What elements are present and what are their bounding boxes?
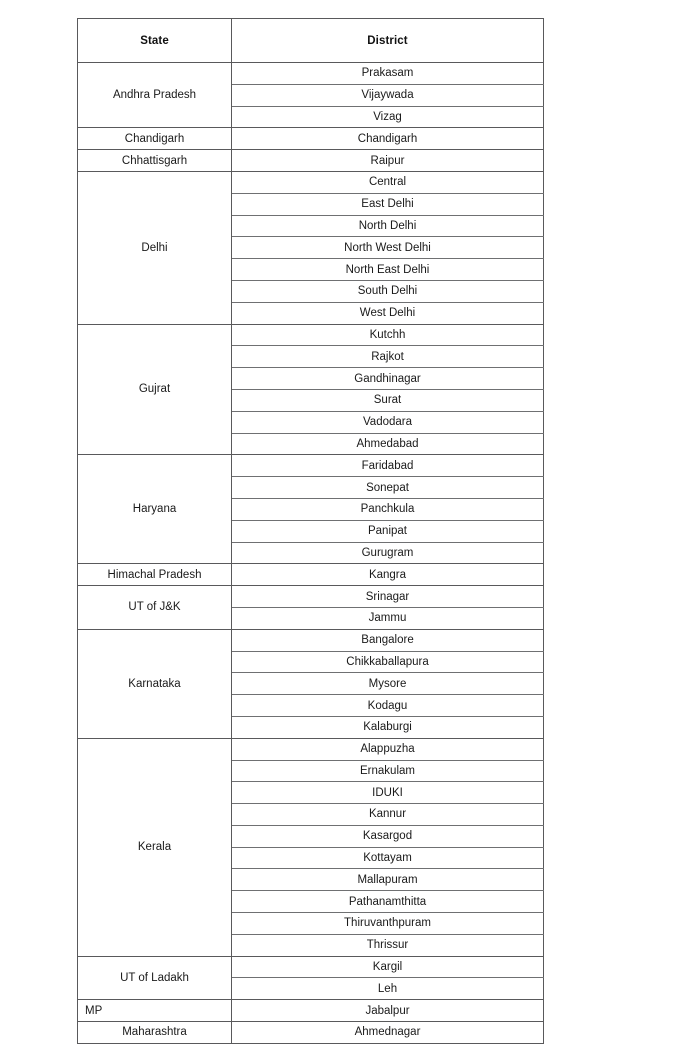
table-row (78, 1022, 544, 1044)
state-cell: Himachal Pradesh (78, 564, 232, 586)
district-cell: East Delhi (232, 193, 544, 215)
district-cell: Vijaywada (232, 84, 544, 106)
district-cell: Mysore (232, 673, 544, 695)
column-header-district: District (232, 19, 544, 63)
district-cell: Ernakulam (232, 760, 544, 782)
state-cell: Haryana (78, 455, 232, 564)
state-cell: Delhi (78, 171, 232, 324)
district-cell: Alappuzha (232, 738, 544, 760)
district-cell: Kasargod (232, 825, 544, 847)
district-cell: Kangra (232, 564, 544, 586)
state-cell: Maharashtra (78, 1022, 232, 1044)
state-district-table (77, 18, 544, 1044)
table-header-row (78, 19, 544, 63)
district-cell: Ahmednagar (232, 1022, 544, 1044)
table-row (78, 956, 544, 978)
district-cell: Panipat (232, 520, 544, 542)
state-district-table-container (77, 18, 543, 1044)
district-cell: Gandhinagar (232, 368, 544, 390)
district-cell: Srinagar (232, 586, 544, 608)
table-row (78, 586, 544, 608)
district-cell: Pathanamthitta (232, 891, 544, 913)
district-cell: Raipur (232, 150, 544, 172)
district-cell: Jammu (232, 607, 544, 629)
state-cell: Gujrat (78, 324, 232, 455)
state-cell: Chhattisgarh (78, 150, 232, 172)
district-cell: Sonepat (232, 477, 544, 499)
table-row (78, 738, 544, 760)
state-cell: Chandigarh (78, 128, 232, 150)
state-cell: UT of Ladakh (78, 956, 232, 1000)
district-cell: Vizag (232, 106, 544, 128)
table-header (78, 19, 544, 63)
state-cell: MP (78, 1000, 232, 1022)
district-cell: Bangalore (232, 629, 544, 651)
district-cell: IDUKI (232, 782, 544, 804)
district-cell: Kargil (232, 956, 544, 978)
table-row (78, 1000, 544, 1022)
district-cell: Chandigarh (232, 128, 544, 150)
district-cell: Mallapuram (232, 869, 544, 891)
district-cell: Chikkaballapura (232, 651, 544, 673)
district-cell: Kodagu (232, 695, 544, 717)
district-cell: Leh (232, 978, 544, 1000)
district-cell: Faridabad (232, 455, 544, 477)
district-cell: Vadodara (232, 411, 544, 433)
state-cell: UT of J&K (78, 586, 232, 630)
district-cell: Rajkot (232, 346, 544, 368)
district-cell: Kannur (232, 804, 544, 826)
district-cell: Thrissur (232, 934, 544, 956)
district-cell: Central (232, 171, 544, 193)
district-cell: South Delhi (232, 280, 544, 302)
state-cell: Kerala (78, 738, 232, 956)
district-cell: Prakasam (232, 63, 544, 85)
table-row (78, 63, 544, 85)
district-cell: Panchkula (232, 498, 544, 520)
district-cell: Kutchh (232, 324, 544, 346)
table-row (78, 324, 544, 346)
table-row (78, 629, 544, 651)
table-row (78, 171, 544, 193)
district-cell: North Delhi (232, 215, 544, 237)
table-row (78, 150, 544, 172)
state-cell: Karnataka (78, 629, 232, 738)
state-cell: Andhra Pradesh (78, 63, 232, 128)
district-cell: Kalaburgi (232, 716, 544, 738)
district-cell: Surat (232, 389, 544, 411)
column-header-state: State (78, 19, 232, 63)
district-cell: West Delhi (232, 302, 544, 324)
table-row (78, 128, 544, 150)
table-row (78, 455, 544, 477)
district-cell: North West Delhi (232, 237, 544, 259)
district-cell: Ahmedabad (232, 433, 544, 455)
district-cell: Thiruvanthpuram (232, 913, 544, 935)
table-row (78, 564, 544, 586)
district-cell: Kottayam (232, 847, 544, 869)
district-cell: Gurugram (232, 542, 544, 564)
district-cell: North East Delhi (232, 259, 544, 281)
table-body (78, 63, 544, 1044)
district-cell: Jabalpur (232, 1000, 544, 1022)
